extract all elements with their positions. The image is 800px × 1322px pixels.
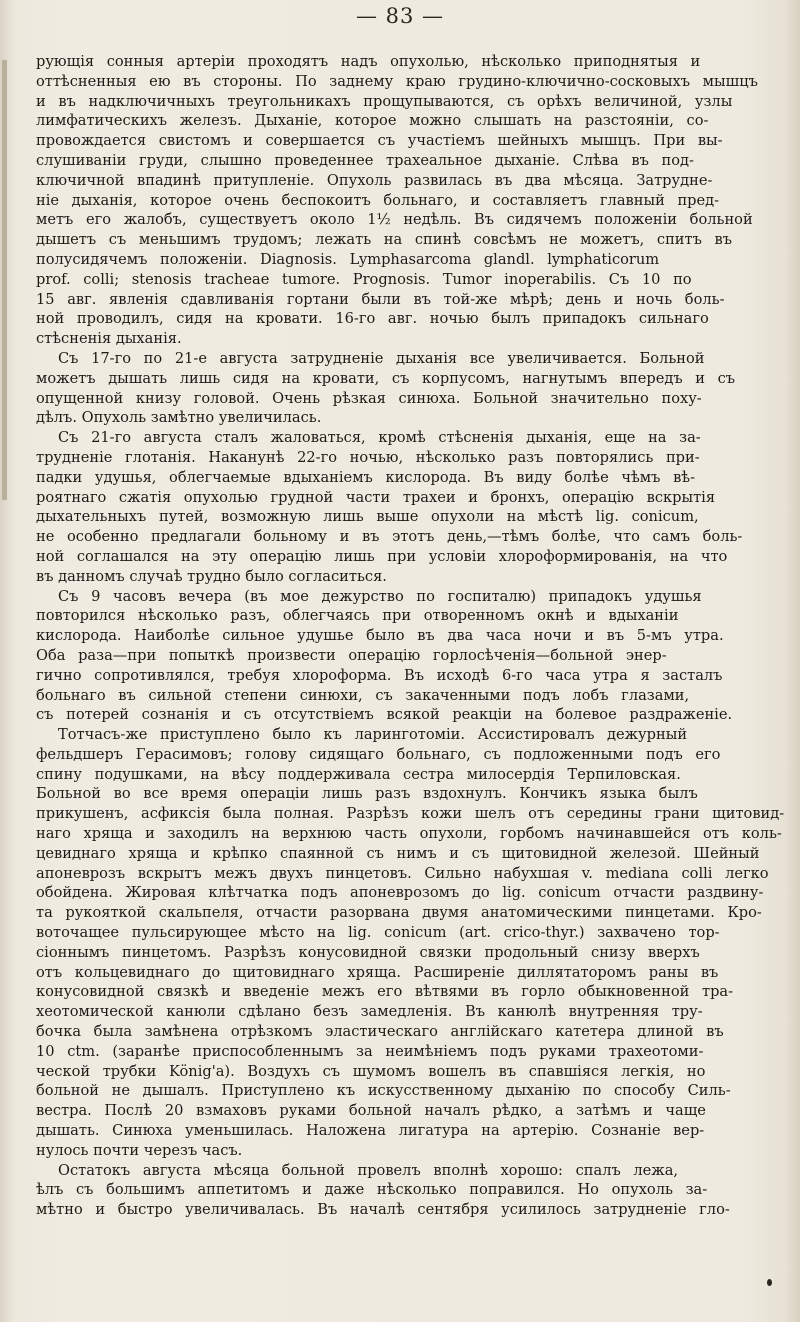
text-line: роятнаго сжатія опухолью грудной части трахеи и бронхъ, операцію вскрытія [36,488,716,506]
text-line: гично сопротивлялся, требуя хлороформа. Въ исходѣ 6-го часа утра я засталъ [36,666,723,684]
text-line: нулось почти черезъ часъ. [36,1141,243,1159]
body-text [36,52,788,1220]
text-line: апоневрозъ вскрытъ межъ двухъ пинцетовъ. Сильно набухшая v. mediana colli легко [36,864,769,882]
ink-spot [767,1279,772,1286]
text-line: 15 авг. явленія сдавливанія гортани были въ той-же мѣрѣ; день и ночь боль- [36,290,725,308]
text-line: лимфатическихъ железъ. Дыханіе, которое можно слышать на разстояніи, со- [36,112,709,130]
text-line: та рукояткой скальпеля, отчасти разорвана двумя анатомическими пинцетами. Кро- [36,904,762,922]
text-line: спину подушками, на вѣсу поддерживала сестра милосердія Терпиловская. [36,765,681,783]
text-line: Съ 17-го по 21-е августа затрудненіе дыханія все увеличивается. Больной [58,349,705,367]
text-line: оттѣсненныя ею въ стороны. По заднему краю грудино-ключично-сосковыхъ мышцъ [36,72,758,90]
text-line: мѣтно и быстро увеличивалась. Въ началѣ сентября усилилось затрудненіе гло- [36,1201,730,1219]
text-line: Съ 21-го августа сталъ жаловаться, кромѣ стѣсненія дыханія, еще на за- [58,429,701,447]
text-line: ческой трубки König'а). Воздухъ съ шумомъ вошелъ въ спавшіяся легкія, но [36,1062,706,1080]
text-line: хеотомической канюли сдѣлано безъ замедленія. Въ канюлѣ внутренняя тру- [36,1003,703,1021]
text-line: ключичной впадинѣ притупленіе. Опухоль развилась въ два мѣсяца. Затрудне- [36,171,713,189]
page-number: — 83 — [355,4,445,28]
text-line: стѣсненія дыханія. [36,330,182,348]
text-line: ной соглашался на эту операцію лишь при условіи хлороформированія, на что [36,547,728,565]
text-line: дышать. Синюха уменьшилась. Наложена лигатура на артерію. Сознаніе вер- [36,1122,705,1140]
text-line: отъ кольцевиднаго до щитовиднаго хряща. Расширеніе диллятаторомъ раны въ [36,963,719,981]
text-line: цевиднаго хряща и крѣпко спаянной съ нимъ и съ щитовидной железой. Шейный [36,844,760,862]
text-line: не особенно предлагали больному и въ этотъ день,—тѣмъ болѣе, что самъ боль- [36,528,743,546]
text-line: 10 ctm. (заранѣе приспособленнымъ за неимѣніемъ подъ руками трахеотоми- [36,1042,704,1060]
text-line: рующія сонныя артеріи проходятъ надъ опухолью, нѣсколько приподнятыя и [36,53,701,70]
text-line: провождается свистомъ и совершается съ участіемъ шейныхъ мышцъ. При вы- [36,132,723,150]
text-line: больнаго въ сильной степени синюхи, съ закаченными подъ лобъ глазами, [36,686,690,704]
text-line: обойдена. Жировая клѣтчатка подъ апоневрозомъ до lig. conicum отчасти раздвину- [36,884,764,902]
text-line: Тотчасъ-же приступлено было къ ларинготоміи. Ассистировалъ дежурный [58,726,688,744]
text-line: Оба раза—при попыткѣ произвести операцію горлосѣченія—больной энер- [36,646,667,664]
text-line: повторился нѣсколько разъ, облегчаясь при отворенномъ окнѣ и вдыханіи [36,607,679,625]
text-line: сіоннымъ пинцетомъ. Разрѣзъ конусовидной связки продольный снизу вверхъ [36,943,700,961]
text-line: Больной во все время операціи лишь разъ вздохнулъ. Кончикъ языка былъ [36,785,698,803]
text-line: полусидячемъ положеніи. Diagnosis. Lymphasarcoma glandl. lymphaticorum [36,250,660,268]
text-line: дышетъ съ меньшимъ трудомъ; лежать на спинѣ совсѣмъ не можетъ, спитъ въ [36,231,733,249]
text-line: въ данномъ случаѣ трудно было согласиться. [36,567,387,585]
text-line: ной проводилъ, сидя на кровати. 16-го авг. ночью былъ припадокъ сильнаго [36,310,709,328]
text-line: больной не дышалъ. Приступлено къ искусственному дыханію по способу Силь- [36,1082,731,1100]
text-line: падки удушья, облегчаемые вдыханіемъ кислорода. Въ виду болѣе чѣмъ вѣ- [36,468,696,486]
text-line: дѣлъ. Опухоль замѣтно увеличилась. [36,409,322,427]
text-line: прикушенъ, асфиксія была полная. Разрѣзъ кожи шелъ отъ середины грани щитовид- [36,805,785,823]
text-line: воточащее пульсирующее мѣсто на lig. conicum (art. crico-thyr.) захвачено тор- [36,924,720,942]
text-line: съ потерей сознанія и съ отсутствіемъ всякой реакціи на болевое раздраженіе. [36,706,733,724]
text-line: дыхательныхъ путей, возможную лишь выше опухоли на мѣстѣ lig. conicum, [36,508,699,526]
text-line: можетъ дышать лишь сидя на кровати, съ корпусомъ, нагнутымъ впередъ и съ [36,369,736,387]
text-line: трудненіе глотанія. Наканунѣ 22-го ночью, нѣсколько разъ повторялись при- [36,448,700,466]
text-line: ніе дыханія, которое очень беспокоитъ больнаго, и составляетъ главный пред- [36,191,720,209]
binding-shadow [2,60,7,500]
text-line: prof. colli; stenosis tracheae tumore. Prognosis. Tumor inoperabilis. Съ 10 по [36,270,692,288]
text-line: слушиваніи груди, слышно проведеннее трахеальное дыханіе. Слѣва въ под- [36,151,694,169]
text-line: наго хряща и заходилъ на верхнюю часть опухоли, горбомъ начинавшейся отъ коль- [36,825,782,843]
text-line: бочка была замѣнена отрѣзкомъ эластическаго англійскаго катетера длиной въ [36,1023,724,1041]
text-line: ѣлъ съ большимъ аппетитомъ и даже нѣсколько поправился. Но опухоль за- [36,1181,708,1199]
text-line: опущенной книзу головой. Очень рѣзкая синюха. Больной значительно поху- [36,389,702,407]
text-line: Остатокъ августа мѣсяца больной провелъ вполнѣ хорошо: спалъ лежа, [58,1161,679,1179]
text-line: кислорода. Наиболѣе сильное удушье было въ два часа ночи и въ 5-мъ утра. [36,627,724,645]
text-line: вестра. Послѣ 20 взмаховъ руками больной началъ рѣдко, а затѣмъ и чаще [36,1102,706,1120]
text-line: и въ надключичныхъ треугольникахъ прощупываются, съ орѣхъ величиной, узлы [36,92,733,110]
text-line: конусовидной связкѣ и введеніе межъ его вѣтвями въ горло обыкновенной тра- [36,983,734,1001]
text-line: метъ его жалобъ, существуетъ около 1½ недѣль. Въ сидячемъ положеніи больной [36,211,753,229]
text-line: Съ 9 часовъ вечера (въ мое дежурство по госпиталю) припадокъ удушья [58,587,702,605]
text-line: фельдшеръ Герасимовъ; голову сидящаго больнаго, съ подложенными подъ его [36,745,721,763]
paragraph [36,52,788,1220]
